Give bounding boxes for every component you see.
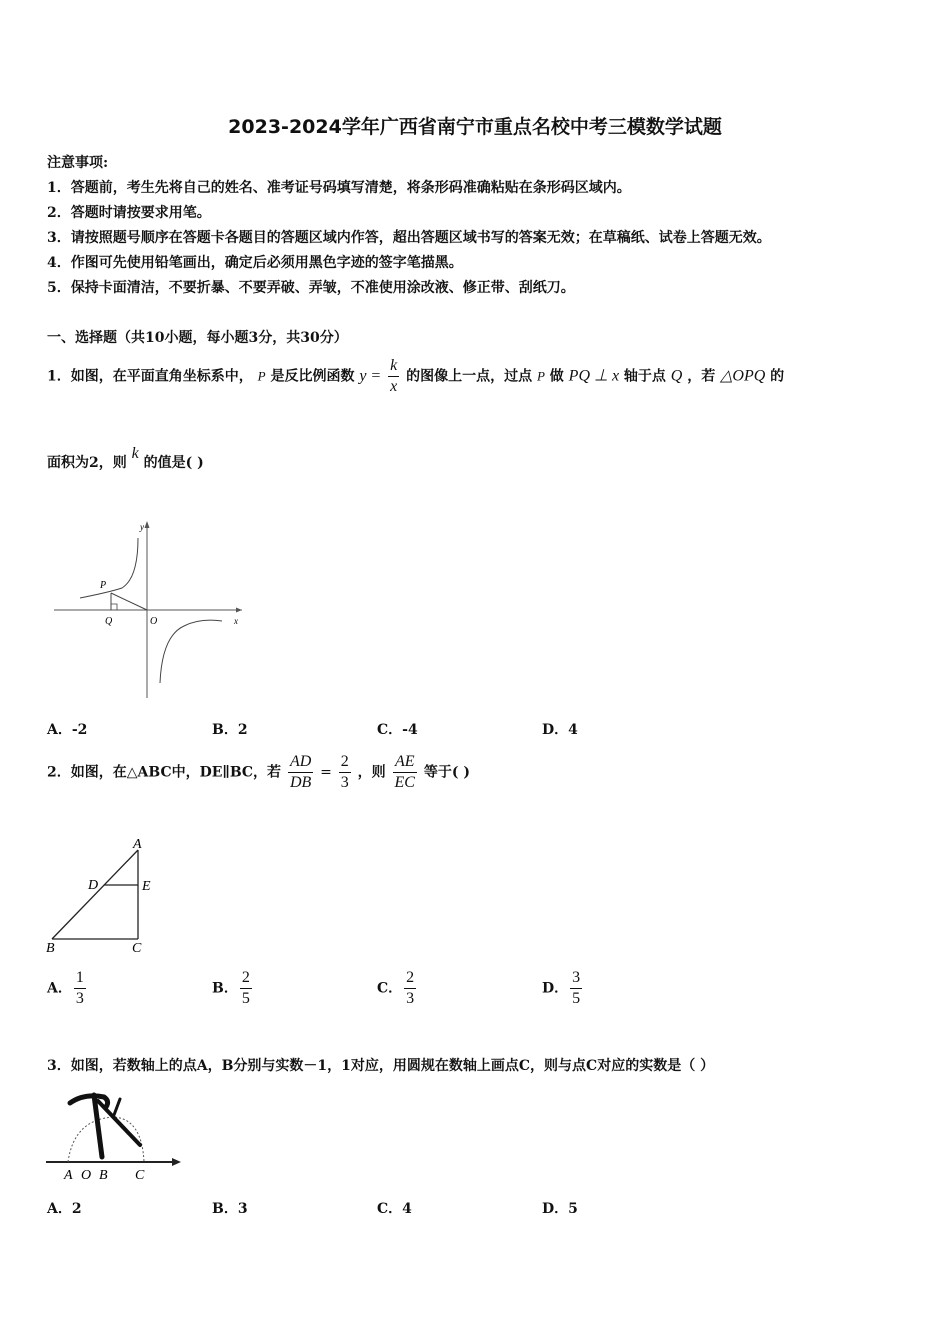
triangle-figure [40,832,170,960]
fraction-ae-ec: $\frac{AE}{EC}$ [394,753,415,791]
section-heading: 一、选择题（共10小题，每小题3分，共30分） [47,330,348,346]
notice-item-3: 3．请按照题号顺序在答题卡各题目的答题区域内作答，超出答题区域书写的答案无效；在草稿纸、试卷上答题无效。 [47,230,771,246]
label-d: D [88,878,99,893]
label-e: E [142,879,151,894]
q2-option-d[interactable]: D． $\frac{3}{5}$ [542,969,581,1007]
question-2-text: 2．如图，在△ABC中，DE∥BC，若 $\frac{AD}{DB}$ = $\frac{2}{3}$ ，则 $\frac{AE}{EC}$ 等于( ) [47,753,470,791]
label-a: A [133,837,142,852]
hyperbola-branch-upper-left [80,538,138,598]
label-c: C [135,1168,145,1183]
label-b: B [99,1168,108,1183]
notice-item-1: 1．答题前，考生先将自己的姓名、准考证号码填写清楚，将条形码准确粘贴在条形码区域内。 [47,180,631,196]
q3-option-b[interactable]: B．3 [212,1201,248,1217]
compass-hinge [114,1099,120,1115]
q3-option-c[interactable]: C．4 [377,1201,412,1217]
compass-leg-right [98,1101,140,1145]
fraction-ad-db: $\frac{AD}{DB}$ [289,753,312,791]
fraction-k-over-x: $\frac{k}{x}$ [390,357,398,395]
q1-option-b[interactable]: B．2 [212,722,248,738]
q3-option-d[interactable]: D．5 [542,1201,578,1217]
number-line-arrow [172,1158,181,1166]
label-o: O [81,1168,92,1183]
right-angle-mark [111,604,117,610]
label-c: C [132,941,142,956]
label-o: O [150,616,158,627]
q1-option-c[interactable]: C．-4 [377,722,418,738]
q2-option-b[interactable]: B． $\frac{2}{5}$ [212,969,250,1007]
label-a: A [64,1168,73,1183]
notice-item-4: 4．作图可先使用铅笔画出，确定后必须用黑色字迹的签字笔描黑。 [47,255,463,271]
fraction-2-3: $\frac{2}{3}$ [340,753,349,791]
side-ab [52,850,138,939]
segment-po [111,593,147,610]
notice-heading: 注意事项: [47,155,109,171]
question-3-text: 3．如图，若数轴上的点A，B分别与实数－1，1对应，用圆规在数轴上画点C，则与点C对应的实数是（ ） [47,1058,715,1074]
compass-number-line-figure [44,1085,184,1185]
label-b: B [46,941,55,956]
question-1-line-1: 1．如图，在平面直角坐标系中， P 是反比例函数 y = $\frac{k}{x}$ 的图像上一点，过点 P 做 PQ ⊥ x 轴于点 Q ，若 △OPQ 的 [47,357,785,395]
q1-option-a[interactable]: A．-2 [47,722,88,738]
x-axis-arrow [236,608,242,613]
hyperbola-branch-lower-right [160,620,222,683]
q1-option-d[interactable]: D．4 [542,722,578,738]
page-title: 2023-2024学年广西省南宁市重点名校中考三模数学试题 [228,116,722,138]
q2-option-a[interactable]: A． $\frac{1}{3}$ [47,969,84,1007]
notice-item-2: 2．答题时请按要求用笔。 [47,205,211,221]
label-q: Q [105,616,113,627]
label-x: x [234,616,238,626]
label-y: y [140,522,144,532]
question-1-line-2: 面积为2，则 k 的值是( ) [47,445,204,471]
hyperbola-figure [50,518,250,703]
notice-item-5: 5．保持卡面清洁，不要折暴、不要弄破、弄皱，不准使用涂改液、修正带、刮纸刀。 [47,280,575,296]
q3-option-a[interactable]: A．2 [47,1201,82,1217]
y-axis-arrow [145,521,150,528]
q2-option-c[interactable]: C． $\frac{2}{3}$ [377,969,415,1007]
label-p: P [100,580,107,591]
